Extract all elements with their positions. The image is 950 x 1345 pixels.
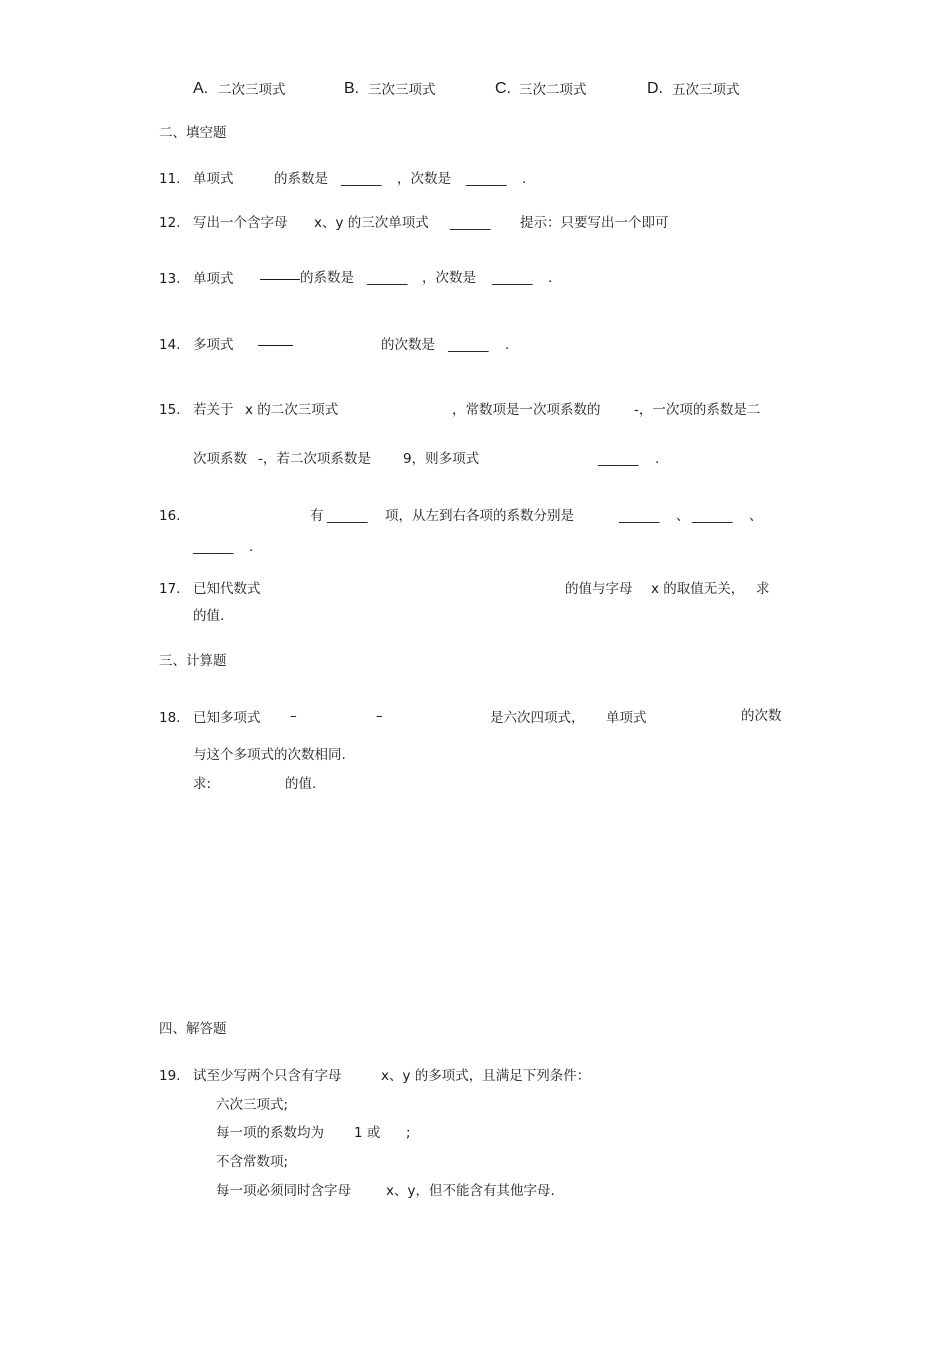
section-heading-calc: 三、计算题 [159, 653, 227, 669]
q12-text-c: 提示：只要写出一个即可 [520, 215, 669, 231]
q13-text-a: 单项式 [193, 271, 234, 287]
q19-condition-2b: 1 或 [354, 1125, 381, 1141]
q16-blank-2: ______ [619, 508, 660, 524]
q15-number: 15. [159, 402, 181, 418]
q16-separator-1: 、 [676, 508, 690, 524]
q12-text-a: 写出一个含字母 [193, 215, 288, 231]
q16-text-c: . [249, 539, 254, 555]
q18-number: 18. [159, 710, 181, 726]
q19-condition-2c: ; [406, 1125, 411, 1141]
q18-text-c: 单项式 [606, 710, 647, 726]
q15-blank: ______ [598, 451, 639, 467]
q17-text-d: 求 [756, 581, 770, 597]
q11-blank-2: ______ [466, 171, 507, 187]
q16-text-b: 项，从左到右各项的系数分别是 [385, 508, 574, 524]
q11-text-d: . [522, 171, 527, 187]
q12-text-b: x、y 的三次单项式 [314, 215, 429, 231]
q13-blank-2: ______ [492, 270, 533, 286]
option-b-letter: B. [344, 80, 360, 97]
q18-text-e: 与这个多项式的次数相同. [193, 747, 346, 763]
q18-text-g: 的值. [285, 776, 317, 792]
option-a-letter: A. [193, 80, 209, 97]
q17-text-e: 的值. [193, 608, 225, 624]
q16-blank-1: ______ [327, 508, 368, 524]
option-a-text: 二次三项式 [218, 82, 286, 98]
q15-text-g: 9，则多项式 [403, 451, 480, 467]
q11-text-c: ，次数是 [397, 171, 451, 187]
q16-number: 16. [159, 508, 181, 524]
option-b-text: 三次三项式 [368, 82, 436, 98]
q14-text-a: 多项式 [193, 337, 234, 353]
q18-text-d: 的次数 [741, 708, 782, 724]
q14-text-c: . [505, 337, 510, 353]
q19-text-a: 试至少写两个只含有字母 [193, 1068, 342, 1084]
section-heading-fill: 二、填空题 [159, 125, 227, 141]
q16-text-a: 有 [310, 508, 324, 524]
q17-text-c: x 的取值无关， [651, 581, 745, 597]
q18-text-f: 求: [193, 776, 212, 792]
q15-text-b: x 的二次三项式 [245, 402, 339, 418]
q18-minus-1: – [290, 708, 297, 724]
q13-blank-1: ______ [367, 270, 408, 286]
q19-condition-4b: x、y，但不能含有其他字母. [386, 1183, 555, 1199]
fraction-bar [258, 345, 293, 346]
q17-number: 17. [159, 581, 181, 597]
q19-number: 19. [159, 1068, 181, 1084]
option-c-text: 三次二项式 [519, 82, 587, 98]
fraction-bar [260, 279, 300, 280]
q11-blank-1: ______ [341, 171, 382, 187]
q13-text-c: ，次数是 [422, 270, 476, 286]
q15-text-c: ，常数项是一次项系数的 [452, 402, 601, 418]
q14-blank: ______ [448, 337, 489, 353]
q11-text-b: 的系数是 [274, 171, 328, 187]
q15-text-a: 若关于 [193, 402, 234, 418]
q18-minus-2: – [376, 708, 383, 724]
q16-blank-3: ______ [692, 508, 733, 524]
q11-text-a: 单项式 [193, 171, 234, 187]
q19-text-b: x、y 的多项式，且满足下列条件： [381, 1068, 591, 1084]
q16-separator-2: 、 [749, 508, 763, 524]
q17-text-a: 已知代数式 [193, 581, 261, 597]
q18-text-a: 已知多项式 [193, 710, 261, 726]
q18-text-b: 是六次四项式， [490, 710, 585, 726]
q15-text-e: 次项系数 [193, 451, 247, 467]
q19-condition-1: 六次三项式; [216, 1097, 289, 1113]
q15-text-d: -，一次项的系数是二 [634, 402, 761, 418]
q13-text-d: . [548, 270, 553, 286]
q13-text-b: 的系数是 [300, 270, 354, 286]
q19-condition-3: 不含常数项; [216, 1154, 289, 1170]
q13-number: 13. [159, 271, 181, 287]
q17-text-b: 的值与字母 [565, 581, 633, 597]
option-d-letter: D. [647, 80, 663, 97]
q19-condition-4a: 每一项必须同时含字母 [216, 1183, 351, 1199]
q15-text-f: -，若二次项系数是 [258, 451, 371, 467]
q15-text-h: . [655, 451, 660, 467]
q14-text-b: 的次数是 [381, 337, 435, 353]
q12-number: 12. [159, 215, 181, 231]
q16-blank-4: ______ [193, 539, 234, 555]
option-c-letter: C. [495, 80, 511, 97]
q19-condition-2a: 每一项的系数均为 [216, 1125, 324, 1141]
q11-number: 11. [159, 171, 181, 187]
q14-number: 14. [159, 337, 181, 353]
section-heading-answer: 四、解答题 [159, 1021, 227, 1037]
q12-blank: ______ [450, 215, 491, 231]
option-d-text: 五次三项式 [672, 82, 740, 98]
